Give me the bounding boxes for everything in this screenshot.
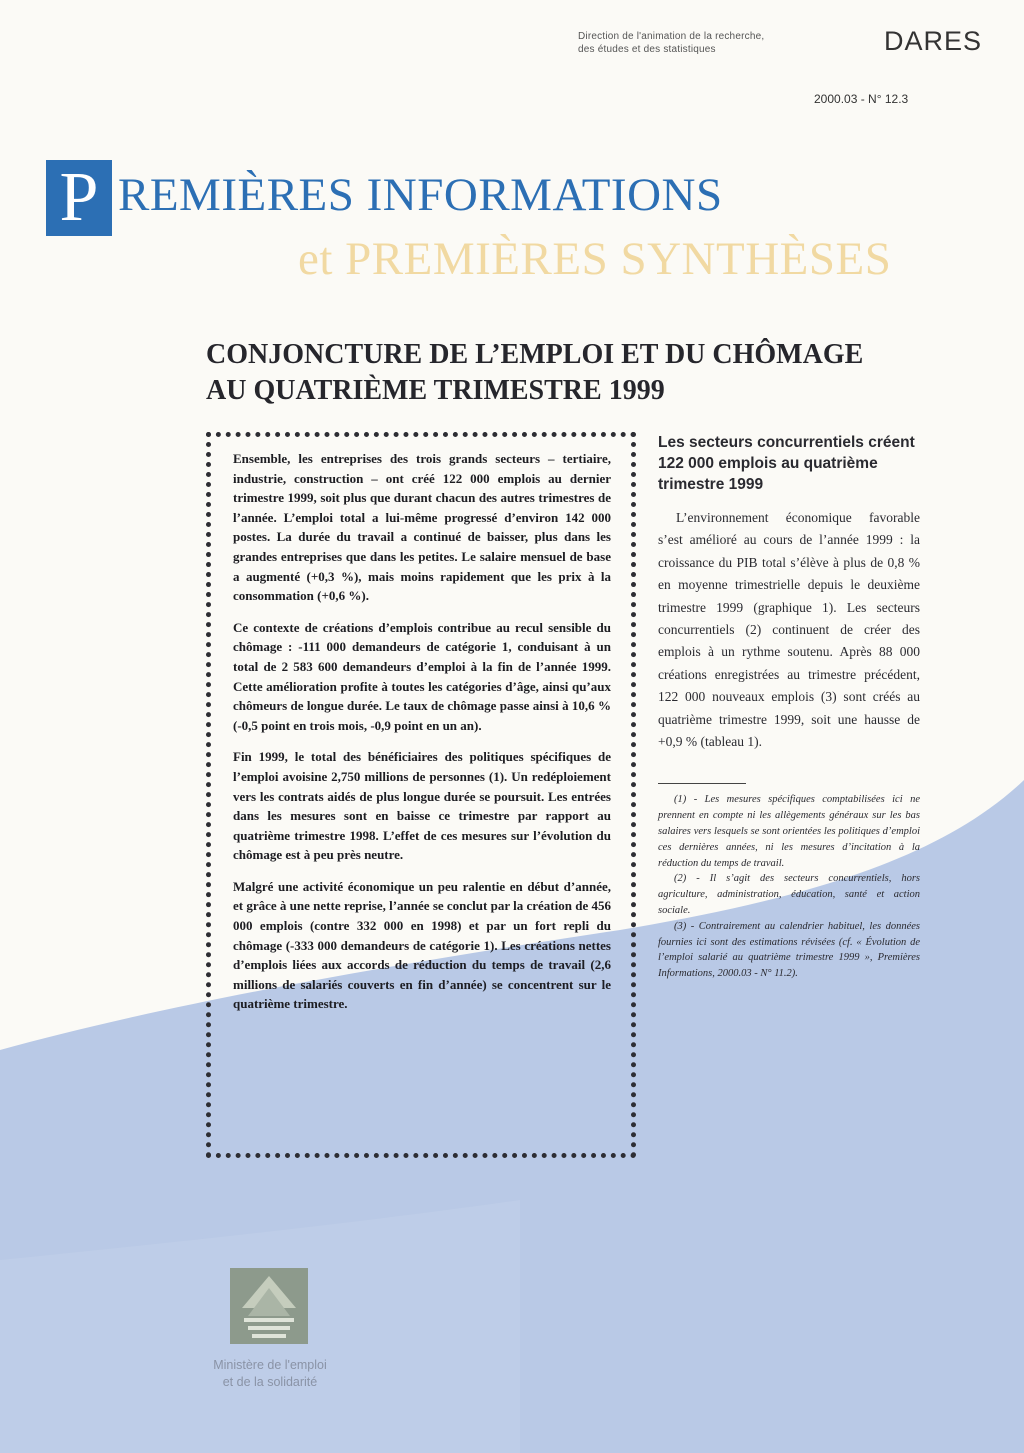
footnote-1: (1) - Les mesures spécifiques comptabilisées ici ne prennent en compte ni les allègements généraux sur les bas salaires vers lesquels se sont orientées les politiques d’emploi ces dernières années, ni les mesures d’incitation à la réduction du temps de travail.: [658, 794, 920, 869]
masthead-line-1: REMIÈRES INFORMATIONS: [118, 169, 723, 221]
ministry-name: [178, 1357, 362, 1391]
ministry-line-1: Ministère de l'emploi: [213, 1358, 327, 1372]
summary-paragraph-3: Fin 1999, le total des bénéficiaires des politiques spécifiques de l’emploi avoisine 2,750 millions de personnes (1). Un redéploiement vers les contrats aidés de plus longue durée se poursuit. Les entrées dans les mesures sont en baisse ce trimestre par rapport au quatrième trimestre 1998. L’effet de ces mesures sur l’évolution du chômage est à peu près neutre.: [233, 749, 611, 863]
section-heading: Les secteurs concurrentiels créent 122 000 emplois au quatrième trimestre 1999: [658, 434, 915, 493]
agency-logo-text: DARES: [884, 26, 983, 56]
organization-line-2: des études et des statistiques: [578, 44, 716, 55]
masthead-line-2: et PREMIÈRES SYNTHÈSES: [298, 233, 892, 285]
section-body: L’environnement économique favorable s’est amélioré au cours de l’année 1999 : la croissance du PIB total s’élève à plus de 0,8 % en moyenne trimestrielle depuis le deuxième trimestre 1999 (graphique 1). Les secteurs concurrentiels (2) continuent de créer des emplois à un rythme soutenu. Après 88 000 créations enregistrées au trimestre précédent, 122 000 nouveaux emplois (3) sont créés au quatrième trimestre 1999, soit une hausse de +0,9 % (tableau 1).: [658, 510, 920, 750]
article-title-line-2: AU QUATRIÈME TRIMESTRE 1999: [206, 375, 665, 406]
footnote-3: (3) - Contrairement au calendrier habituel, les données fournies ici sont des estimations révisées (cf. « Évolution de l’emploi salarié au quatrième trimestre 1999 », Premières Informations, 2000.03 - N° 11.2).: [658, 920, 920, 980]
summary-paragraph-4: Malgré une activité économique un peu ralentie en début d’année, et grâce à une nette reprise, l’année se conclut par la création de 456 000 emplois (contre 332 000 en 1998) et par un fort repli du chômage (-333 000 demandeurs de catégorie 1). Les créations nettes d’emplois liées aux accords de réduction du temps de travail (2,6 millions de salariés couverts en fin d’année) se concentrent sur le quatrième trimestre.: [233, 878, 611, 1012]
summary-paragraph-1: Ensemble, les entreprises des trois grands secteurs – tertiaire, industrie, construction – ont créé 122 000 emplois au dernier trimestre 1999, soit plus que durant chacun des autres trimestres de l’année. L’emploi total a lui-même progressé d’environ 142 000 postes. La durée du travail a continué de baisser, plus dans les grandes entreprises que dans les petites. Le salaire mensuel de base a augmenté (+0,3 %), mais moins rapidement que les prix à la consommation (+0,6 %).: [233, 451, 611, 604]
summary-box: [206, 432, 636, 1158]
article-title: [206, 337, 966, 409]
footnote-divider: [658, 783, 746, 784]
article-title-line-1: CONJONCTURE DE L’EMPLOI ET DU CHÔMAGE: [206, 339, 864, 370]
ministry-line-2: et de la solidarité: [222, 1375, 318, 1389]
organization-line-1: Direction de l'animation de la recherche,: [578, 31, 765, 42]
ministry-logo-icon: [230, 1268, 308, 1344]
summary-paragraph-2: Ce contexte de créations d’emplois contribue au recul sensible du chômage : -111 000 demandeurs de catégorie 1, conduisant à un total de 2 583 600 demandeurs d’emploi à la fin de l’année 1999. Cette amélioration profite à toutes les catégories d’âge, ainsi qu’aux chômeurs de longue durée. Le taux de chômage passe ainsi à 10,6 % (-0,5 point en trois mois, -0,9 point en un an).: [233, 619, 611, 733]
right-column: [658, 432, 920, 982]
footnote-2: (2) - Il s’agit des secteurs concurrentiels, hors agriculture, administration, éducation, santé et action sociale.: [658, 873, 920, 917]
organization-name: [578, 30, 764, 56]
masthead-initial: P: [46, 160, 112, 236]
issue-number: 2000.03 - N° 12.3: [814, 92, 909, 106]
